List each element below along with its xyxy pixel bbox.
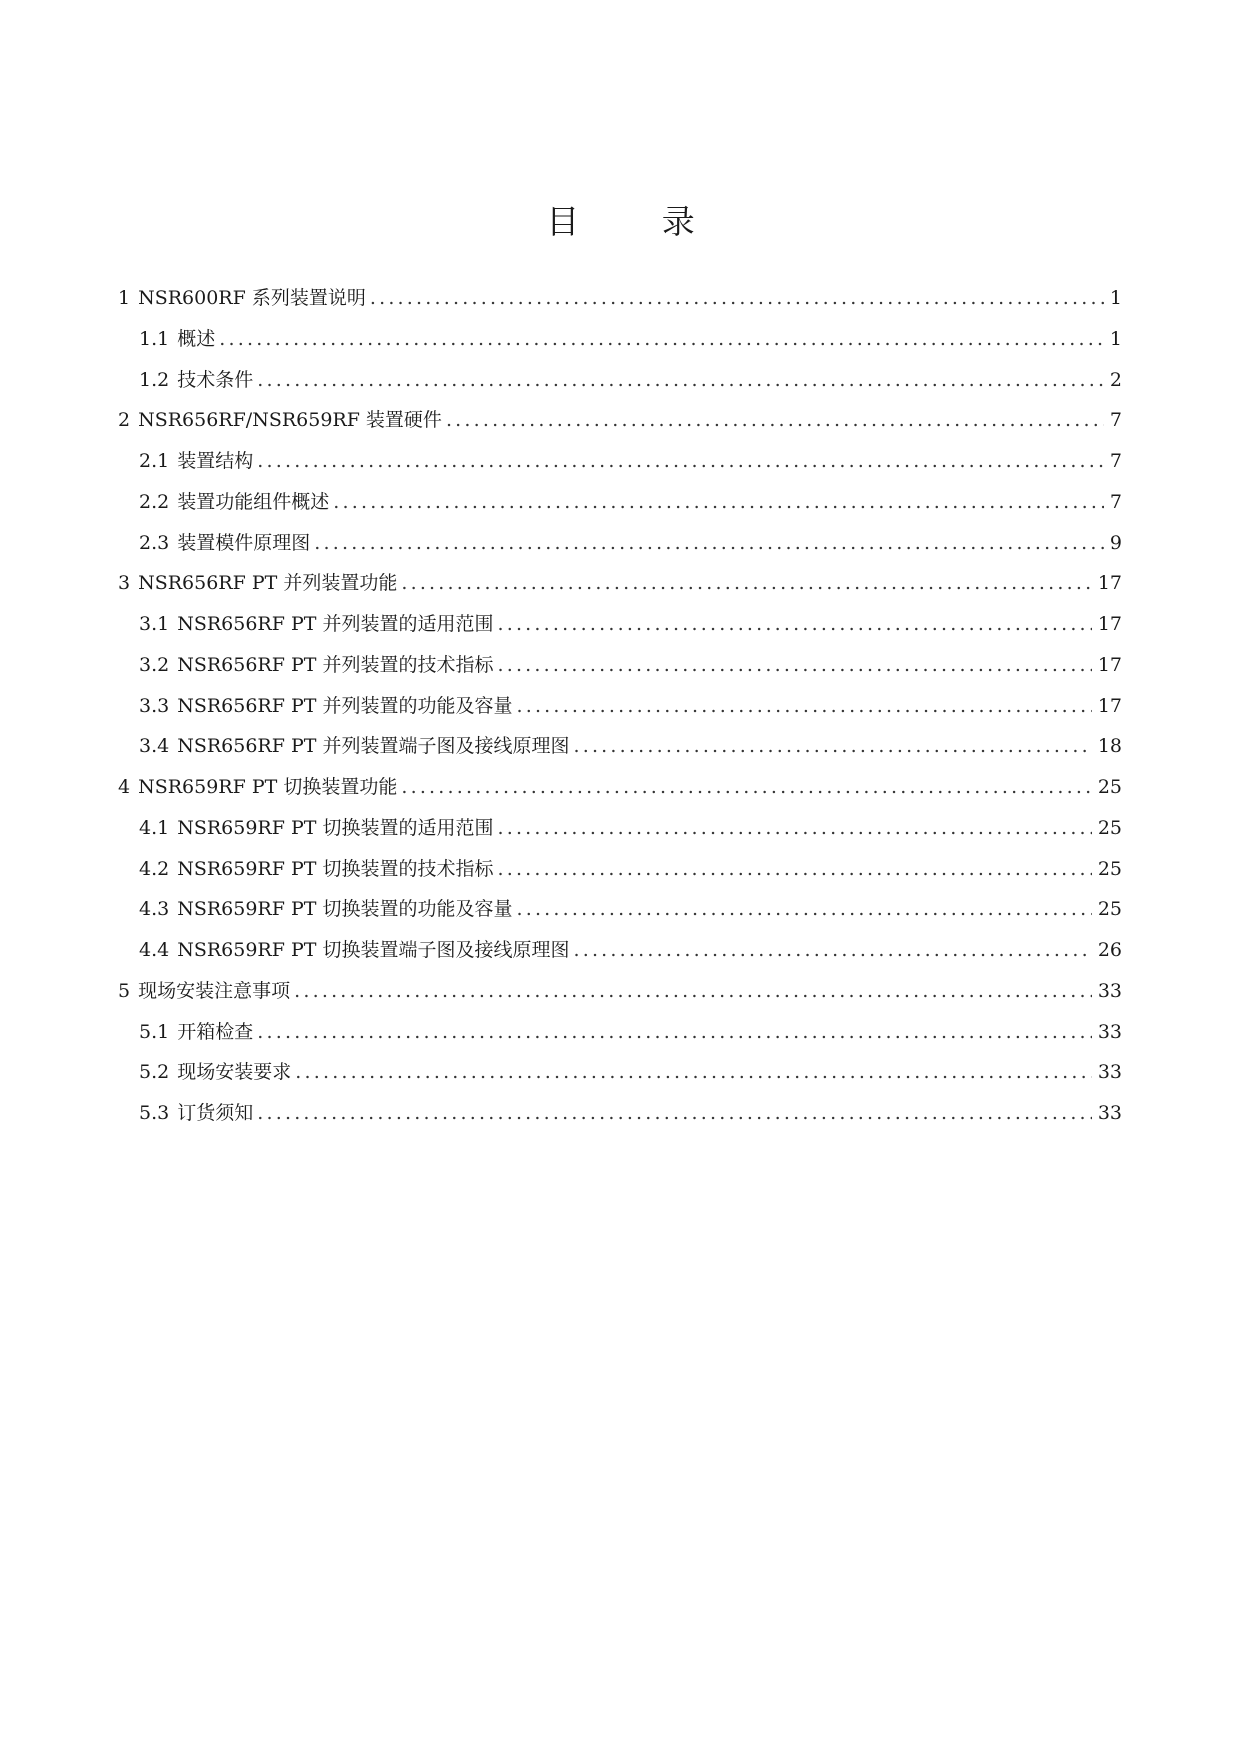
- toc-entry-number: 1.2: [139, 368, 170, 391]
- toc-entry-number: 2.2: [139, 490, 170, 513]
- toc-entry[interactable]: [118, 1052, 1122, 1093]
- toc-dot-leader: [497, 808, 1091, 849]
- toc-dot-leader: [497, 645, 1091, 686]
- toc-entry-number: 2: [118, 409, 131, 432]
- toc-entry[interactable]: [118, 808, 1122, 849]
- toc-entry[interactable]: [118, 971, 1122, 1012]
- toc-dot-leader: [333, 482, 1104, 523]
- toc-entry[interactable]: [118, 400, 1122, 441]
- toc-dot-leader: [516, 889, 1091, 930]
- toc-entry-number: 4: [118, 776, 131, 798]
- toc-entry[interactable]: [118, 767, 1122, 808]
- toc-dot-leader: [295, 1052, 1092, 1093]
- toc-entry-page: 17: [1097, 572, 1122, 595]
- toc-entry-number: 3: [118, 572, 131, 595]
- toc-entry-page: 25: [1097, 776, 1122, 798]
- toc-entry-page: 1: [1109, 327, 1122, 350]
- toc-entry-page: 1: [1109, 287, 1122, 309]
- toc-entry[interactable]: [118, 278, 1122, 319]
- toc-entry-number: 5: [118, 979, 131, 1002]
- toc-entry-number: 5.1: [139, 1020, 170, 1043]
- toc-entry-title: NSR659RF PT 切换装置功能: [138, 776, 398, 798]
- toc-entry-number: 3.2: [139, 653, 170, 676]
- toc-entry[interactable]: [118, 441, 1122, 482]
- toc-entry[interactable]: [118, 930, 1122, 971]
- toc-entry[interactable]: [118, 523, 1122, 564]
- toc-entry-title: NSR659RF PT 切换装置的技术指标: [177, 857, 494, 880]
- toc-entry-number: 3.4: [139, 735, 170, 758]
- toc-dot-leader: [314, 523, 1104, 564]
- toc-dot-leader: [257, 1093, 1092, 1134]
- toc-entry-title: 装置模件原理图: [177, 531, 311, 554]
- toc-entry-page: 25: [1097, 816, 1122, 839]
- toc-entry-page: 18: [1097, 735, 1122, 758]
- toc-entry-title: 装置结构: [177, 450, 254, 472]
- toc-entry-title: NSR656RF PT 并列装置端子图及接线原理图: [177, 735, 570, 758]
- toc-dot-leader: [219, 319, 1104, 360]
- toc-entry-page: 26: [1097, 939, 1122, 961]
- toc-entry-page: 2: [1109, 368, 1122, 391]
- toc-entry-number: 4.3: [139, 898, 170, 921]
- toc-entry-page: 7: [1109, 490, 1122, 513]
- toc-entry[interactable]: [118, 686, 1122, 727]
- page-title: 目 录: [546, 202, 731, 241]
- toc-entry-title: NSR600RF 系列装置说明: [138, 287, 366, 309]
- toc-entry-title: 装置功能组件概述: [177, 490, 330, 513]
- toc-dot-leader: [401, 767, 1091, 808]
- toc-entry-page: 9: [1109, 531, 1122, 554]
- toc-entry-page: 17: [1097, 653, 1122, 676]
- toc-entry[interactable]: [118, 319, 1122, 360]
- toc-entry[interactable]: [118, 563, 1122, 604]
- toc-entry-title: 现场安装要求: [177, 1061, 292, 1084]
- toc-entry-title: NSR659RF PT 切换装置的适用范围: [177, 816, 494, 839]
- table-of-contents: [118, 278, 1122, 1134]
- toc-entry[interactable]: [118, 889, 1122, 930]
- toc-entry-title: NSR656RF PT 并列装置的适用范围: [177, 613, 494, 635]
- toc-entry[interactable]: [118, 604, 1122, 645]
- toc-entry-page: 33: [1097, 1020, 1122, 1043]
- toc-entry-title: NSR656RF/NSR659RF 装置硬件: [138, 409, 442, 432]
- toc-entry-title: NSR656RF PT 并列装置的技术指标: [177, 653, 494, 676]
- toc-entry-page: 7: [1109, 409, 1122, 432]
- toc-dot-leader: [573, 930, 1091, 971]
- toc-dot-leader: [257, 441, 1104, 482]
- toc-entry-number: 3.3: [139, 694, 170, 717]
- toc-entry-page: 17: [1097, 613, 1122, 635]
- toc-entry-page: 33: [1097, 979, 1122, 1002]
- toc-entry[interactable]: [118, 726, 1122, 767]
- toc-entry-title: NSR659RF PT 切换装置的功能及容量: [177, 898, 513, 921]
- toc-entry-title: NSR659RF PT 切换装置端子图及接线原理图: [177, 939, 570, 961]
- toc-entry-title: NSR656RF PT 并列装置功能: [138, 572, 398, 595]
- toc-entry-page: 25: [1097, 898, 1122, 921]
- toc-entry[interactable]: [118, 849, 1122, 890]
- toc-entry[interactable]: [118, 360, 1122, 401]
- toc-entry-number: 1.1: [139, 327, 170, 350]
- toc-entry-title: 开箱检查: [177, 1020, 254, 1043]
- toc-entry-number: 4.1: [139, 816, 170, 839]
- toc-dot-leader: [497, 849, 1091, 890]
- toc-dot-leader: [446, 400, 1104, 441]
- toc-dot-leader: [401, 563, 1091, 604]
- toc-dot-leader: [370, 278, 1104, 319]
- toc-entry-number: 2.3: [139, 531, 170, 554]
- toc-entry-page: 33: [1097, 1061, 1122, 1084]
- toc-entry-page: 7: [1109, 450, 1122, 472]
- toc-entry-number: 2.1: [139, 450, 170, 472]
- toc-entry-number: 5.3: [139, 1102, 170, 1124]
- toc-entry-page: 25: [1097, 857, 1122, 880]
- toc-dot-leader: [573, 726, 1091, 767]
- toc-entry[interactable]: [118, 1012, 1122, 1053]
- toc-entry[interactable]: [118, 1093, 1122, 1134]
- toc-dot-leader: [257, 360, 1104, 401]
- toc-entry[interactable]: [118, 482, 1122, 523]
- toc-entry-number: 5.2: [139, 1061, 170, 1084]
- toc-entry-title: 技术条件: [177, 368, 254, 391]
- toc-entry-title: NSR656RF PT 并列装置的功能及容量: [177, 694, 513, 717]
- toc-entry-title: 现场安装注意事项: [138, 979, 291, 1002]
- toc-dot-leader: [257, 1012, 1092, 1053]
- toc-entry-title: 概述: [177, 327, 216, 350]
- toc-entry-number: 3.1: [139, 613, 170, 635]
- toc-entry-title: 订货须知: [177, 1102, 254, 1124]
- toc-entry-number: 1: [118, 287, 131, 309]
- toc-dot-leader: [516, 686, 1091, 727]
- toc-dot-leader: [294, 971, 1092, 1012]
- toc-dot-leader: [497, 604, 1091, 645]
- toc-entry-page: 17: [1097, 694, 1122, 717]
- toc-entry-page: 33: [1097, 1102, 1122, 1124]
- toc-entry[interactable]: [118, 645, 1122, 686]
- toc-entry-number: 4.4: [139, 939, 170, 961]
- toc-entry-number: 4.2: [139, 857, 170, 880]
